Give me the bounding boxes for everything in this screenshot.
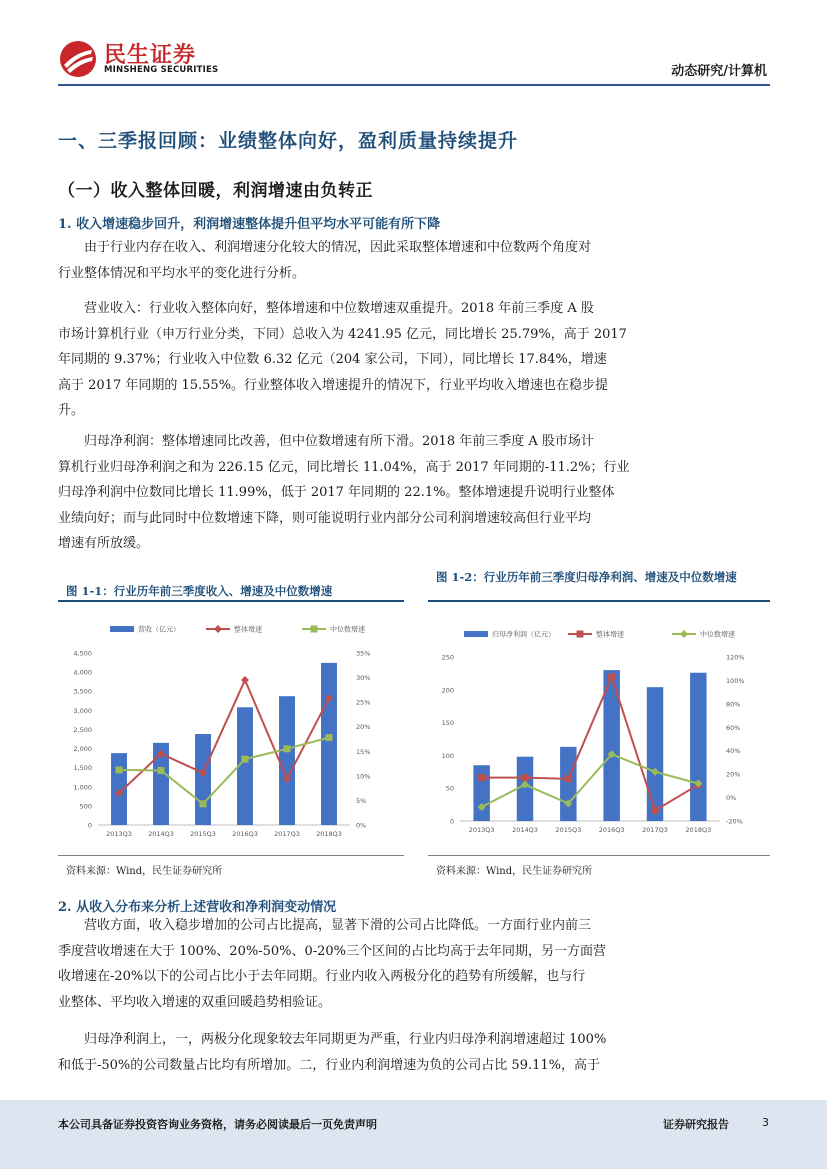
figure-2-bottom-rule bbox=[428, 855, 770, 856]
legend-label: 中位数增速 bbox=[700, 630, 735, 639]
y-left-tick-label: 200 bbox=[441, 686, 454, 695]
figure-2-source: 资料来源：Wind，民生证券研究所 bbox=[436, 866, 593, 877]
y-left-tick-label: 0 bbox=[87, 821, 92, 830]
legend-label: 整体增速 bbox=[596, 630, 624, 639]
x-tick-label: 2018Q3 bbox=[685, 826, 712, 834]
footer-disclaimer: 本公司具备证券投资咨询业务资格，请务必阅读最后一页免责声明 bbox=[58, 1118, 377, 1131]
y-right-tick-label: 80% bbox=[726, 700, 741, 709]
bar bbox=[473, 765, 489, 821]
page-number: 3 bbox=[762, 1116, 769, 1129]
subsection-heading: （一）收入整体回暖，利润增速由负转正 bbox=[58, 181, 373, 201]
bar bbox=[517, 757, 533, 821]
y-right-tick-label: 30% bbox=[356, 674, 371, 683]
y-right-tick-label: 0% bbox=[726, 794, 737, 803]
y-left-tick-label: 500 bbox=[79, 802, 92, 811]
footer-report-type: 证券研究报告 bbox=[663, 1118, 729, 1131]
legend-label: 整体增速 bbox=[234, 625, 262, 634]
x-tick-label: 2014Q3 bbox=[148, 830, 174, 838]
data-point bbox=[284, 745, 291, 752]
y-left-tick-label: 0 bbox=[449, 817, 454, 826]
y-left-tick-label: 2,500 bbox=[73, 725, 92, 734]
paragraph-line: 年同期的 9.37%；行业收入中位数 6.32 亿元（204 家公司，下同），同比增长 17.84%，增速 bbox=[58, 352, 607, 367]
data-point bbox=[522, 774, 529, 781]
y-left-tick-label: 100 bbox=[441, 751, 454, 760]
brand-name-cn: 民生证券 bbox=[104, 43, 197, 68]
legend-label: 营收（亿元） bbox=[138, 625, 180, 634]
x-tick-label: 2015Q3 bbox=[555, 826, 582, 834]
y-right-tick-label: 40% bbox=[726, 747, 741, 756]
legend-swatch bbox=[464, 631, 488, 637]
y-right-tick-label: 100% bbox=[726, 676, 745, 685]
paragraph-line: 由于行业内存在收入、利润增速分化较大的情况，因此采取整体增速和中位数两个角度对 bbox=[58, 240, 592, 255]
data-point bbox=[608, 673, 615, 680]
y-left-tick-label: 50 bbox=[445, 784, 454, 793]
data-point bbox=[200, 800, 207, 807]
paragraph-line: 业绩向好；而与此同时中位数增速下降，则可能说明行业内部分公司利润增速较高但行业平均 bbox=[58, 510, 592, 526]
series-line bbox=[119, 680, 329, 793]
y-right-tick-label: 15% bbox=[356, 747, 371, 756]
paragraph-line: 算机行业归母净利润之和为 226.15 亿元，同比增长 11.04%，高于 2017 年同期的-11.2%；行业 bbox=[58, 459, 630, 475]
y-left-tick-label: 3,000 bbox=[73, 706, 92, 715]
bar bbox=[279, 696, 295, 825]
y-left-tick-label: 250 bbox=[441, 653, 454, 662]
y-left-tick-label: 1,500 bbox=[73, 764, 92, 773]
legend-label: 中位数增速 bbox=[330, 625, 365, 634]
y-left-tick-label: 4,500 bbox=[73, 649, 92, 658]
series-line bbox=[482, 754, 699, 807]
paragraph-line: 归母净利润上，一，两极分化现象较去年同期更为严重，行业内归母净利润增速超过 100% bbox=[58, 1032, 607, 1047]
bar bbox=[560, 747, 576, 821]
paragraph-intro bbox=[58, 235, 770, 286]
data-point bbox=[241, 676, 249, 684]
x-tick-label: 2017Q3 bbox=[642, 826, 668, 834]
legend-marker bbox=[680, 630, 688, 638]
figure-2-title: 图 1-2：行业历年前三季度归母净利润、增速及中位数增速 bbox=[436, 570, 737, 584]
data-point bbox=[242, 756, 249, 763]
paragraph-line: 增速有所放缓。 bbox=[58, 536, 150, 551]
paragraph-line: 业整体、平均收入增速的双重回暖趋势相验证。 bbox=[58, 994, 332, 1010]
figure-1-source: 资料来源：Wind，民生证券研究所 bbox=[66, 866, 223, 877]
x-tick-label: 2013Q3 bbox=[468, 826, 495, 834]
y-right-tick-label: 35% bbox=[356, 649, 371, 658]
data-point bbox=[116, 766, 123, 773]
page-footer bbox=[0, 1100, 827, 1169]
x-tick-label: 2015Q3 bbox=[190, 830, 216, 838]
section-heading: 一、三季报回顾：业绩整体向好，盈利质量持续提升 bbox=[58, 130, 519, 152]
data-point bbox=[326, 734, 333, 741]
paragraph-line: 归母净利润中位数同比增长 11.99%，低于 2017 年同期的 22.1%。整体增速提升说明行业整体 bbox=[58, 485, 615, 500]
y-right-tick-label: -20% bbox=[726, 817, 743, 826]
bar bbox=[321, 663, 337, 825]
bar bbox=[690, 673, 706, 821]
legend-marker bbox=[214, 625, 222, 633]
report-category: 动态研究/计算机 bbox=[671, 64, 767, 79]
y-right-tick-label: 25% bbox=[356, 698, 371, 707]
y-right-tick-label: 5% bbox=[356, 796, 367, 805]
data-point bbox=[478, 774, 485, 781]
header-divider bbox=[58, 84, 770, 86]
x-tick-label: 2018Q3 bbox=[316, 830, 342, 838]
bar bbox=[647, 687, 663, 821]
minsheng-logo-icon bbox=[58, 40, 98, 78]
y-left-tick-label: 150 bbox=[441, 719, 454, 728]
paragraph-line: 升。 bbox=[58, 403, 85, 418]
paragraph-revenue-distribution bbox=[58, 913, 770, 1015]
y-right-tick-label: 0% bbox=[356, 821, 367, 830]
y-left-tick-label: 2,000 bbox=[73, 745, 92, 754]
topic-heading-2: 2. 从收入分布来分析上述营收和净利润变动情况 bbox=[58, 900, 337, 915]
y-right-tick-label: 10% bbox=[356, 772, 371, 781]
data-point bbox=[565, 775, 572, 782]
paragraph-line: 营收方面，收入稳步增加的公司占比提高，显著下滑的公司占比降低。一方面行业内前三 bbox=[58, 918, 592, 933]
figure-2-top-rule bbox=[428, 600, 770, 602]
figure-1-top-rule bbox=[58, 600, 404, 602]
legend-swatch bbox=[110, 626, 134, 632]
y-left-tick-label: 1,000 bbox=[73, 783, 92, 792]
revenue-chart bbox=[58, 606, 404, 850]
paragraph-line: 季度营收增速在大于 100%、20%-50%、0-20%三个区间的占比均高于去年同期，另一方面营 bbox=[58, 943, 607, 959]
paragraph-line: 和低于-50%的公司数量占比均有所增加。二，行业内利润增速为负的公司占比 59.11%，高于 bbox=[58, 1057, 600, 1073]
paragraph-net-profit bbox=[58, 429, 770, 557]
x-tick-label: 2013Q3 bbox=[106, 830, 132, 838]
series-line bbox=[119, 738, 329, 804]
paragraph-line: 归母净利润：整体增速同比改善，但中位数增速有所下滑。2018 年前三季度 A 股市场计 bbox=[58, 434, 594, 449]
data-point bbox=[158, 767, 165, 774]
y-right-tick-label: 20% bbox=[356, 723, 371, 732]
figure-1-title: 图 1-1：行业历年前三季度收入、增速及中位数增速 bbox=[66, 584, 333, 598]
brand-name-en: MINSHENG SECURITIES bbox=[104, 65, 219, 75]
figure-1-bottom-rule bbox=[58, 855, 404, 856]
topic-heading-1: 1. 收入增速稳步回升，利润增速整体提升但平均水平可能有所下降 bbox=[58, 217, 441, 232]
x-tick-label: 2017Q3 bbox=[274, 830, 300, 838]
paragraph-line: 高于 2017 年同期的 15.55%。行业整体收入增速提升的情况下，行业平均收入增速也在稳步提 bbox=[58, 377, 609, 393]
x-tick-label: 2014Q3 bbox=[512, 826, 538, 834]
paragraph-line: 收增速在-20%以下的公司占比小于去年同期。行业内收入两极分化的趋势有所缓解，也与行 bbox=[58, 969, 586, 984]
y-left-tick-label: 4,000 bbox=[73, 668, 92, 677]
y-left-tick-label: 3,500 bbox=[73, 687, 92, 696]
y-right-tick-label: 120% bbox=[726, 653, 745, 662]
legend-marker bbox=[577, 631, 584, 638]
paragraph-line: 营业收入：行业收入整体向好，整体增速和中位数增速双重提升。2018 年前三季度 A 股 bbox=[58, 301, 594, 316]
legend-label: 归母净利润（亿元） bbox=[492, 630, 555, 639]
paragraph-revenue bbox=[58, 296, 770, 424]
y-right-tick-label: 60% bbox=[726, 723, 741, 732]
net-profit-chart bbox=[428, 606, 770, 850]
y-right-tick-label: 20% bbox=[726, 770, 741, 779]
x-tick-label: 2016Q3 bbox=[232, 830, 258, 838]
data-point bbox=[652, 807, 659, 814]
bar bbox=[195, 734, 211, 825]
paragraph-line: 市场计算机行业（申万行业分类，下同）总收入为 4241.95 亿元，同比增长 25.79%，高于 2017 bbox=[58, 326, 627, 342]
legend-marker bbox=[311, 626, 318, 633]
page-header bbox=[0, 0, 827, 100]
paragraph-profit-distribution bbox=[58, 1027, 770, 1078]
paragraph-line: 行业整体情况和平均水平的变化进行分析。 bbox=[58, 265, 306, 281]
x-tick-label: 2016Q3 bbox=[598, 826, 625, 834]
